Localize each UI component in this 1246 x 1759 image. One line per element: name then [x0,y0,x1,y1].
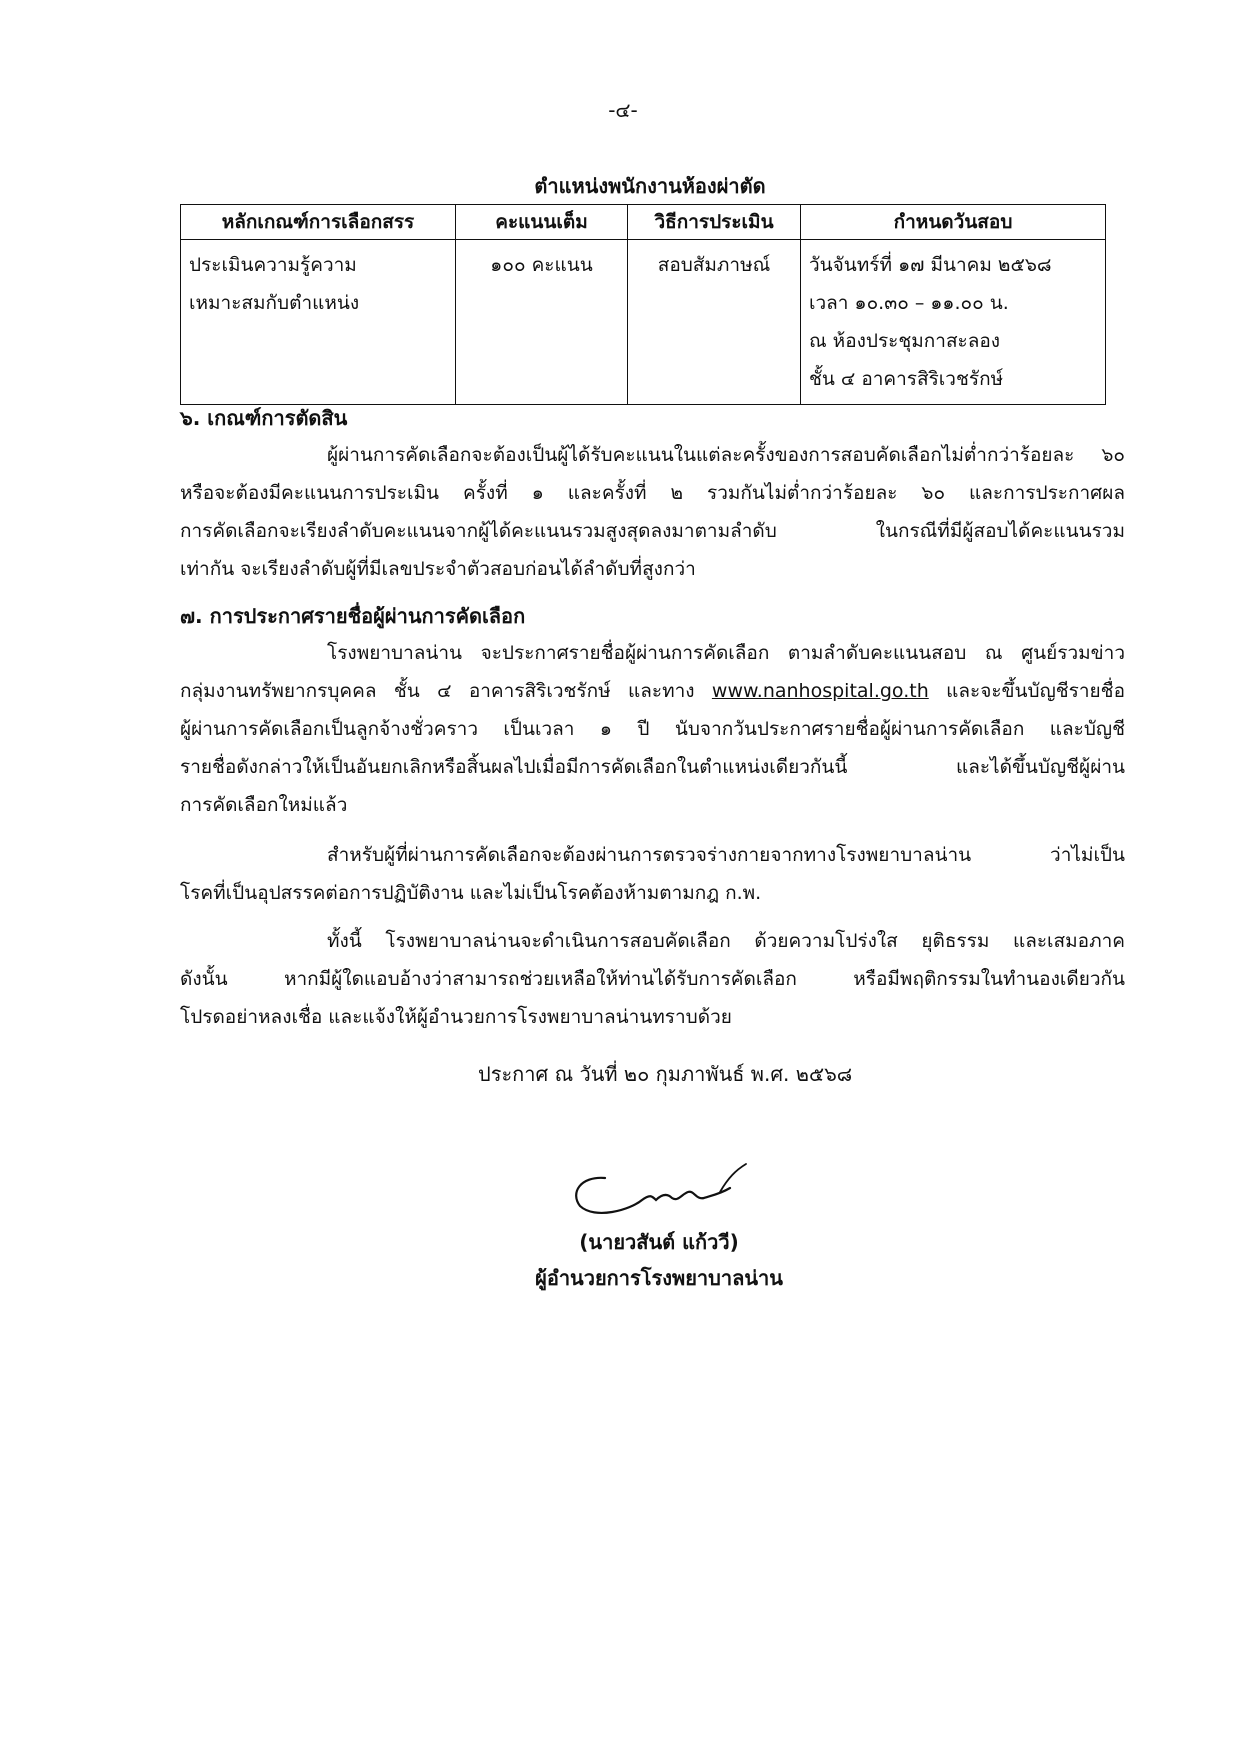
header-full-score: คะแนนเต็ม [456,205,628,240]
cell-schedule [801,240,1106,405]
cell-criteria [181,240,456,405]
paragraph-line: โปรดอย่าหลงเชื่อ และแจ้งให้ผู้อำนวยการโรงพยาบาลน่านทราบด้วย [180,1006,732,1028]
schedule-line: เวลา ๑๐.๓๐ – ๑๑.๐๐ น. [809,292,1009,314]
line-text: และจะขึ้นบัญชีรายชื่อ [928,680,1125,702]
paragraph-line: ผู้ผ่านการคัดเลือกจะต้องเป็นผู้ได้รับคะแนนในแต่ละครั้งของการสอบคัดเลือกไม่ต่ำกว่าร้อยละ ๖๐ [327,444,1125,466]
paragraph-line: ทั้งนี้ โรงพยาบาลน่านจะดำเนินการสอบคัดเลือก ด้วยความโปร่งใส ยุติธรรม และเสมอภาค [327,930,1125,952]
signature-image [570,1148,760,1238]
table-title: ตำแหน่งพนักงานห้องผ่าตัด [534,174,766,198]
table-row [181,240,1106,405]
section-7-heading: ๗. การประกาศรายชื่อผู้ผ่านการคัดเลือก [180,604,526,628]
fairness-paragraph [180,922,1125,1036]
announcement-date: ประกาศ ณ วันที่ ๒๐ กุมภาพันธ์ พ.ศ. ๒๕๖๘ [478,1062,853,1086]
signer-name: (นายวสันต์ แก้ววี) [579,1230,739,1254]
cell-method [628,240,801,405]
paragraph-line: สำหรับผู้ที่ผ่านการคัดเลือกจะต้องผ่านการตรวจร่างกายจากทางโรงพยาบาลน่าน ว่าไม่เป็น [327,844,1125,866]
table-header-row [181,205,1106,240]
schedule-line: ณ ห้องประชุมกาสะลอง [809,330,1001,352]
header-method: วิธีการประเมิน [628,205,801,240]
paragraph-line: ผู้ผ่านการคัดเลือกเป็นลูกจ้างชั่วคราว เป็นเวลา ๑ ปี นับจากวันประกาศรายชื่อผู้ผ่านการคัดเลือก และบัญชี [180,718,1125,740]
line-text: กลุ่มงานทรัพยากรบุคคล ชั้น ๔ อาคารสิริเวชรักษ์ และทาง [180,680,712,702]
selection-criteria-table [180,204,1106,405]
section-7-paragraph [180,634,1125,824]
paragraph-line: โรคที่เป็นอุปสรรคต่อการปฏิบัติงาน และไม่เป็นโรคต้องห้ามตามกฎ ก.พ. [180,882,762,904]
signer-title: ผู้อำนวยการโรงพยาบาลน่าน [535,1266,783,1290]
schedule-line: วันจันทร์ที่ ๑๗ มีนาคม ๒๕๖๘ [809,254,1052,276]
section-6-heading: ๖. เกณฑ์การตัดสิน [180,406,348,430]
paragraph-line: ดังนั้น หากมีผู้ใดแอบอ้างว่าสามารถช่วยเหลือให้ท่านได้รับการคัดเลือก หรือมีพฤติกรรมในทำนองเดียวกัน [180,968,1125,990]
method-value: สอบสัมภาษณ์ [657,254,771,276]
section-6-paragraph [180,436,1125,588]
paragraph-line [180,672,1125,710]
criteria-line: เหมาะสมกับตำแหน่ง [189,292,360,314]
header-criteria: หลักเกณฑ์การเลือกสรร [181,205,456,240]
paragraph-line: การคัดเลือกจะเรียงลำดับคะแนนจากผู้ได้คะแนนรวมสูงสุดลงมาตามลำดับ ในกรณีที่มีผู้สอบได้คะแนนรวม [180,520,1125,542]
schedule-line: ชั้น ๔ อาคารสิริเวชรักษ์ [809,368,1004,390]
criteria-line: ประเมินความรู้ความ [189,254,357,276]
paragraph-line: หรือจะต้องมีคะแนนการประเมิน ครั้งที่ ๑ และครั้งที่ ๒ รวมกันไม่ต่ำกว่าร้อยละ ๖๐ และการประกาศผล [180,482,1125,504]
paragraph-line: เท่ากัน จะเรียงลำดับผู้ที่มีเลขประจำตัวสอบก่อนได้ลำดับที่สูงกว่า [180,558,696,580]
paragraph-line: โรงพยาบาลน่าน จะประกาศรายชื่อผู้ผ่านการคัดเลือก ตามลำดับคะแนนสอบ ณ ศูนย์รวมข่าว [327,642,1125,664]
full-score-value: ๑๐๐ คะแนน [490,254,593,276]
paragraph-line: รายชื่อดังกล่าวให้เป็นอันยกเลิกหรือสิ้นผลไปเมื่อมีการคัดเลือกในตำแหน่งเดียวกันนี้ และได้ขึ้นบัญชีผู้ผ่าน [180,756,1125,778]
hospital-website-link[interactable]: www.nanhospital.go.th [711,680,929,702]
paragraph-line: การคัดเลือกใหม่แล้ว [180,794,348,816]
header-schedule: กำหนดวันสอบ [801,205,1106,240]
health-check-paragraph [180,836,1125,912]
page-number: -๔- [608,98,638,122]
cell-full-score [456,240,628,405]
